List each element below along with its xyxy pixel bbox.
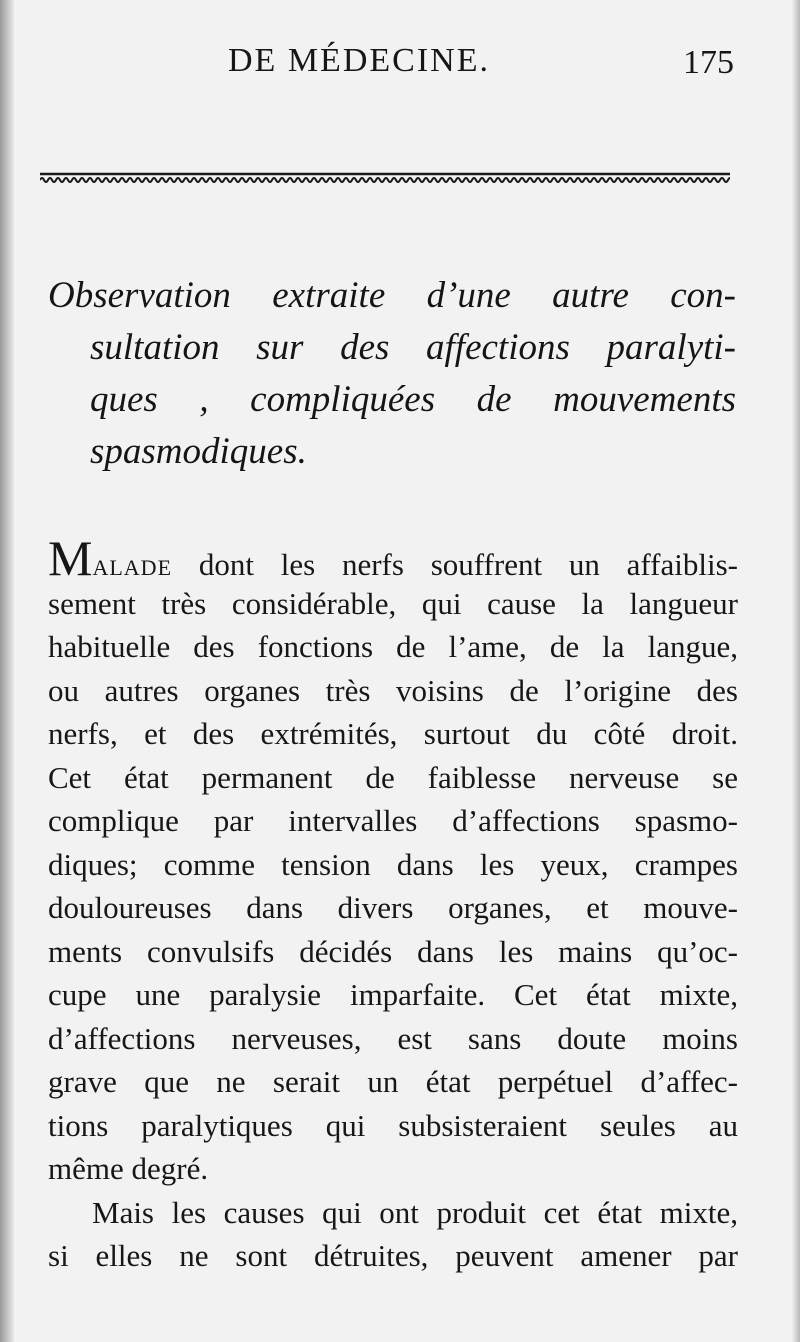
heading-line: ques , compliquées de mouvements	[90, 379, 736, 420]
text-line: diques; comme tension dans les yeux, crampes	[48, 846, 738, 882]
page-number: 175	[683, 44, 734, 81]
page-edge-shadow-right	[792, 0, 800, 1342]
page-header	[40, 42, 740, 92]
text-line: complique par intervalles d’affections spasmo-	[48, 803, 738, 838]
heading-line: spasmodiques.	[90, 431, 307, 472]
section-heading	[48, 270, 736, 478]
text-line: ou autres organes très voisins de l’origine des	[48, 672, 738, 708]
heading-line: Observation extraite d’une autre con-	[48, 275, 736, 316]
text-line: si elles ne sont détruites, peuvent amener par	[48, 1238, 738, 1273]
text-line-first	[48, 530, 738, 586]
text-line: tions paralytiques qui subsisteraient seules au	[48, 1107, 738, 1143]
text-line: d’affections nerveuses, est sans doute moins	[48, 1020, 738, 1056]
text-line: habituelle des fonctions de l’ame, de la langue,	[48, 629, 738, 664]
text-line: sement très considérable, qui cause la langueur	[48, 585, 738, 621]
first-line-text: dont les nerfs souffrent un affaiblis-	[172, 547, 738, 582]
text-line: Mais les causes qui ont produit cet état mixte,	[92, 1194, 738, 1230]
heading-line: sultation sur des affections paralyti-	[90, 327, 736, 368]
text-line: ments convulsifs décidés dans les mains qu’oc-	[48, 933, 738, 969]
page-edge-shadow-left	[0, 0, 14, 1342]
running-title: DE MÉDECINE.	[228, 42, 490, 79]
text-line: cupe une paralysie imparfaite. Cet état mixte,	[48, 977, 738, 1012]
text-line: Cet état permanent de faiblesse nerveuse se	[48, 759, 738, 795]
text-line: douloureuses dans divers organes, et mouve-	[48, 890, 738, 925]
text-line: nerfs, et des extrémités, surtout du côté droit.	[48, 716, 738, 751]
first-word-smallcaps: alade	[92, 547, 173, 582]
decorative-wavy-rule	[40, 172, 730, 184]
initial-letter: M	[48, 530, 93, 586]
text-line: grave que ne serait un état perpétuel d’affec-	[48, 1064, 738, 1099]
body-text	[48, 530, 738, 1278]
text-line: même degré.	[48, 1151, 209, 1186]
